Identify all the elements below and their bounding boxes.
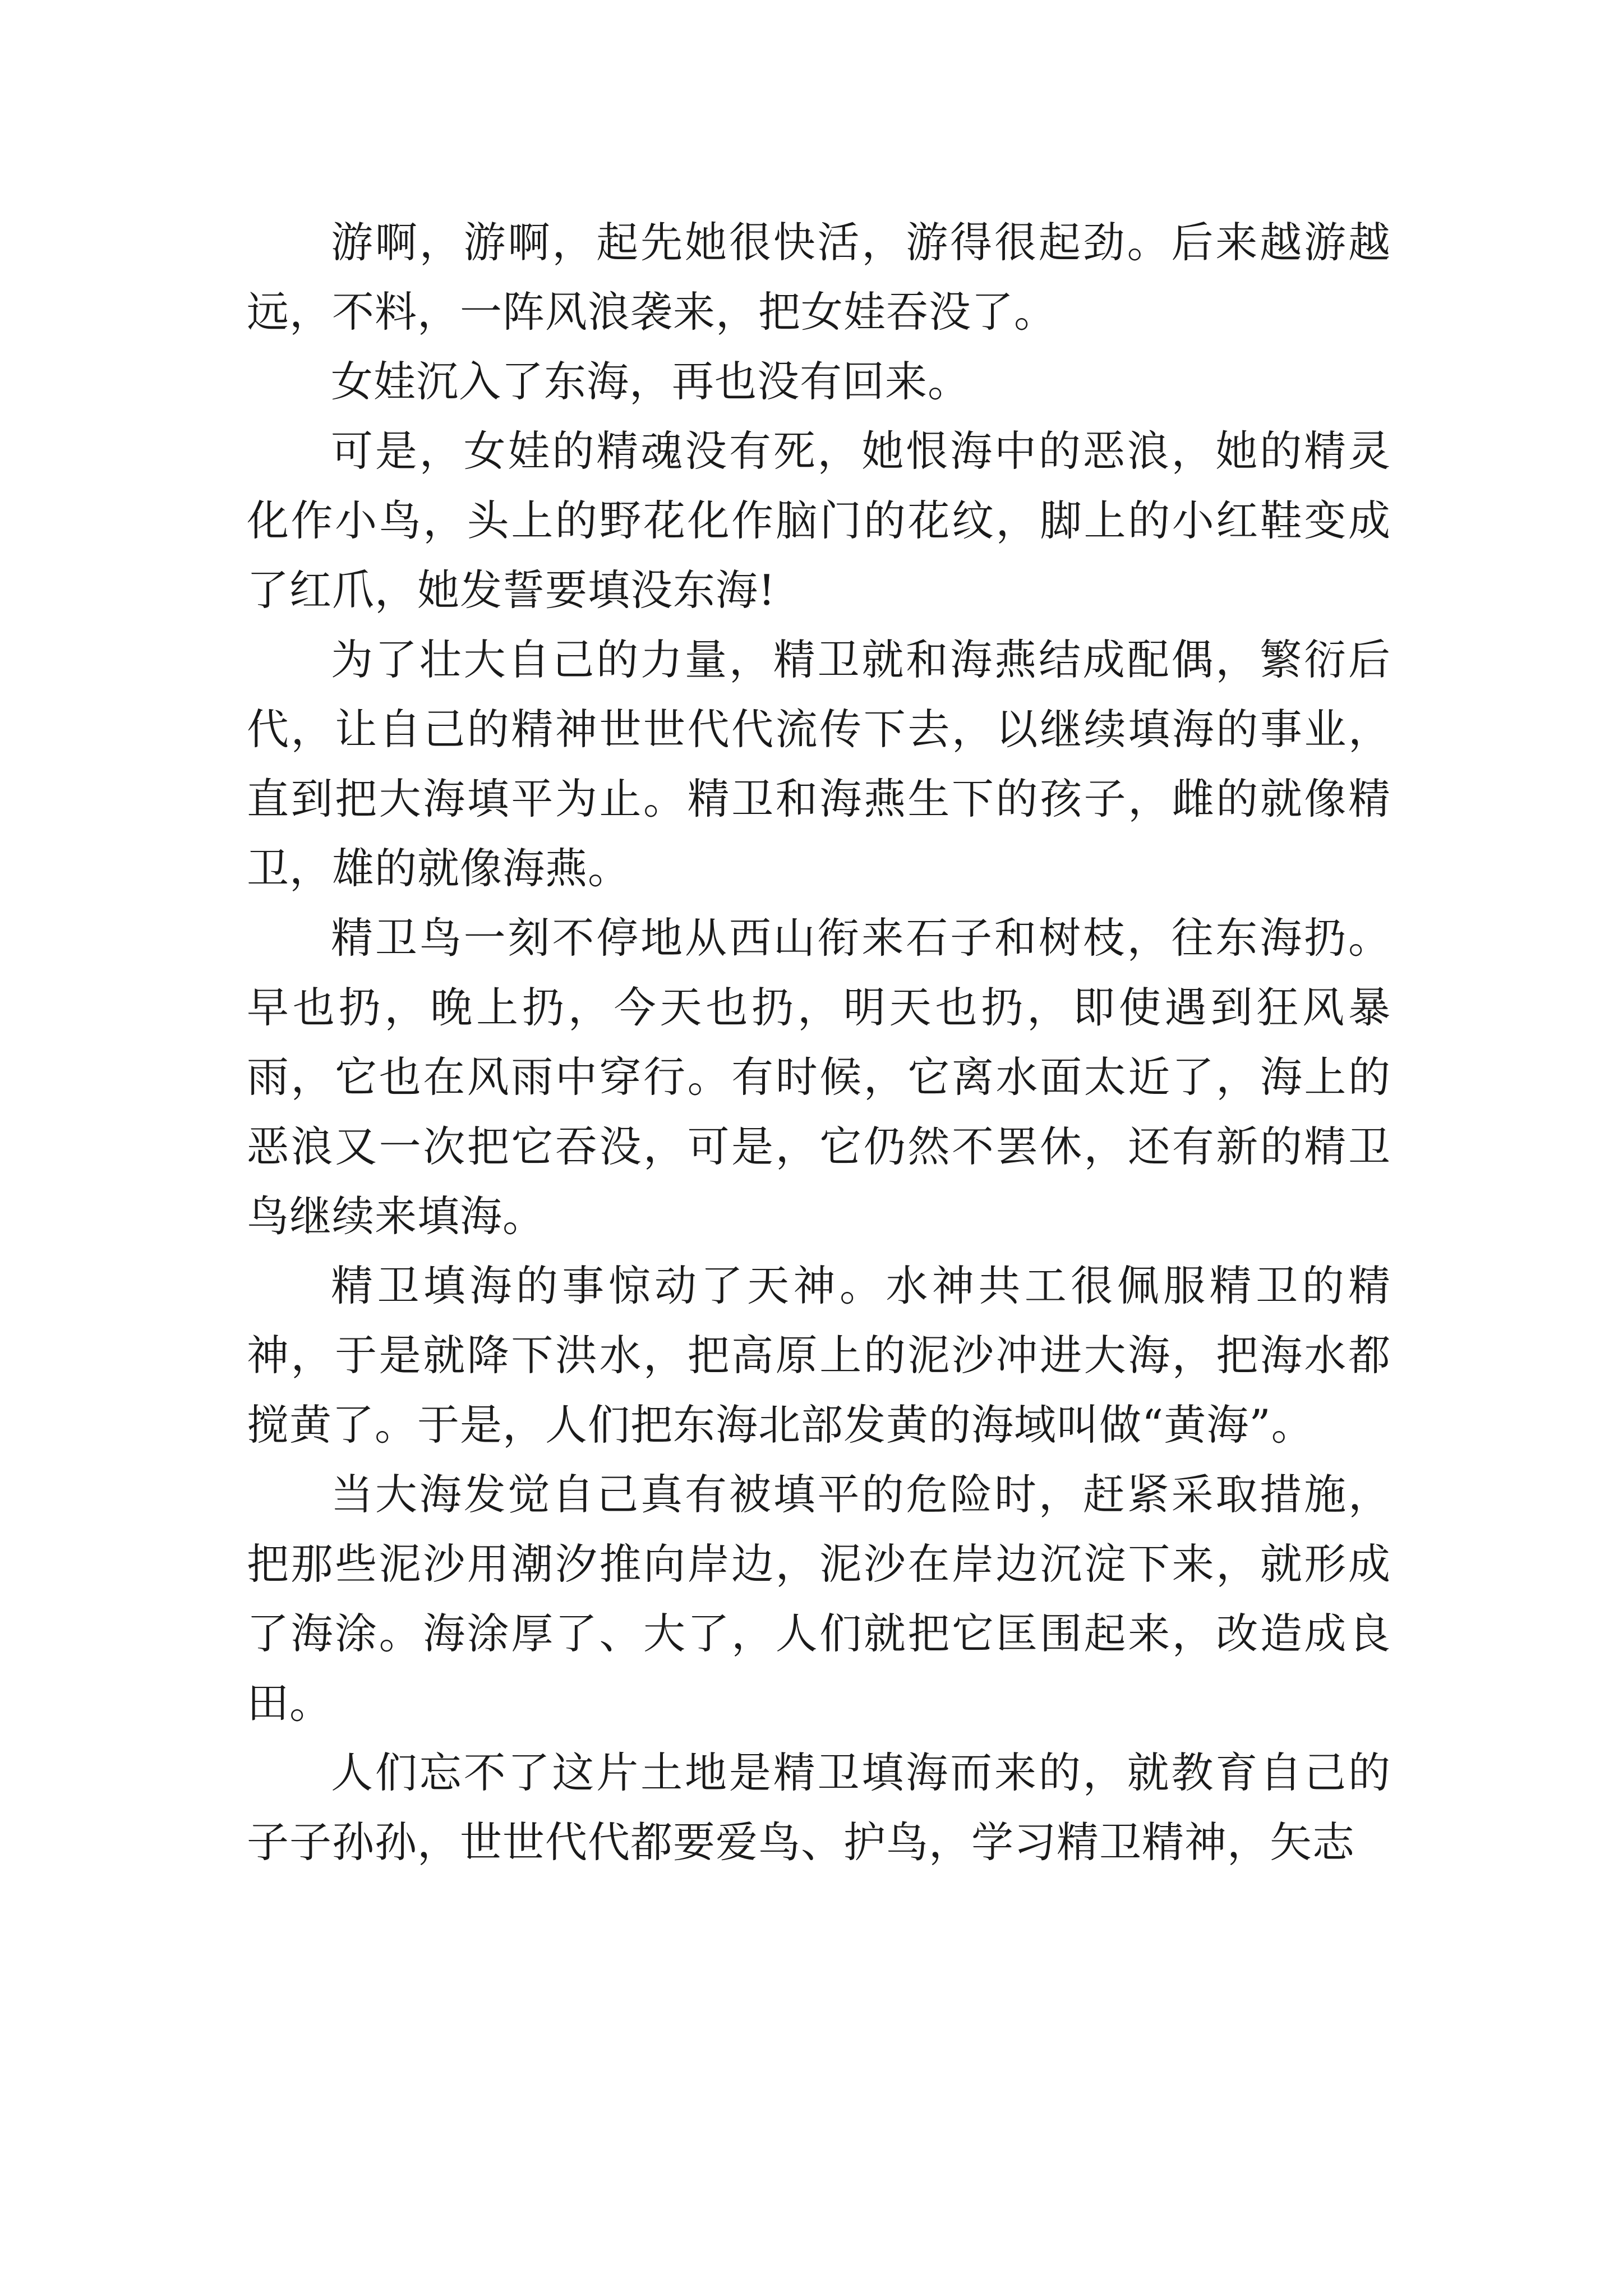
body-text xyxy=(247,208,1391,1877)
paragraph-5: 精卫鸟一刻不停地从西山衔来石子和树枝，往东海扔。早也扔，晚上扔，今天也扔，明天也扔，即使遇到狂风暴雨，它也在风雨中穿行。有时候，它离水面太近了，海上的恶浪又一次把它吞没，可是，它仍然不罢休，还有新的精卫鸟继续来填海。 xyxy=(247,913,1391,1241)
paragraph-6: 精卫填海的事惊动了天神。水神共工很佩服精卫的精神，于是就降下洪水，把高原上的泥沙冲进大海，把海水都搅黄了。于是，人们把东海北部发黄的海域叫做“黄海”。 xyxy=(247,1261,1391,1450)
paragraph-2: 女娃沉入了东海，再也没有回来。 xyxy=(331,357,971,406)
paragraph-4: 为了壮大自己的力量，精卫就和海燕结成配偶，繁衍后代，让自己的精神世世代代流传下去，以继续填海的事业，直到把大海填平为止。精卫和海燕生下的孩子，雌的就像精卫，雄的就像海燕。 xyxy=(247,635,1391,893)
paragraph-7: 当大海发觉自己真有被填平的危险时，赶紧采取措施，把那些泥沙用潮汐推向岸边，泥沙在岸边沉淀下来，就形成了海涂。海涂厚了、大了，人们就把它匡围起来，改造成良田。 xyxy=(247,1470,1391,1728)
paragraph-8: 人们忘不了这片土地是精卫填海而来的，就教育自己的子子孙孙，世世代代都要爱鸟、护鸟，学习精卫精神，矢志 xyxy=(247,1748,1391,1867)
paragraph-3: 可是，女娃的精魂没有死，她恨海中的恶浪，她的精灵化作小鸟，头上的野花化作脑门的花纹，脚上的小红鞋变成了红爪，她发誓要填没东海! xyxy=(247,426,1391,615)
paragraph-1: 游啊，游啊，起先她很快活，游得很起劲。后来越游越远，不料，一阵风浪袭来，把女娃吞没了。 xyxy=(247,218,1391,337)
